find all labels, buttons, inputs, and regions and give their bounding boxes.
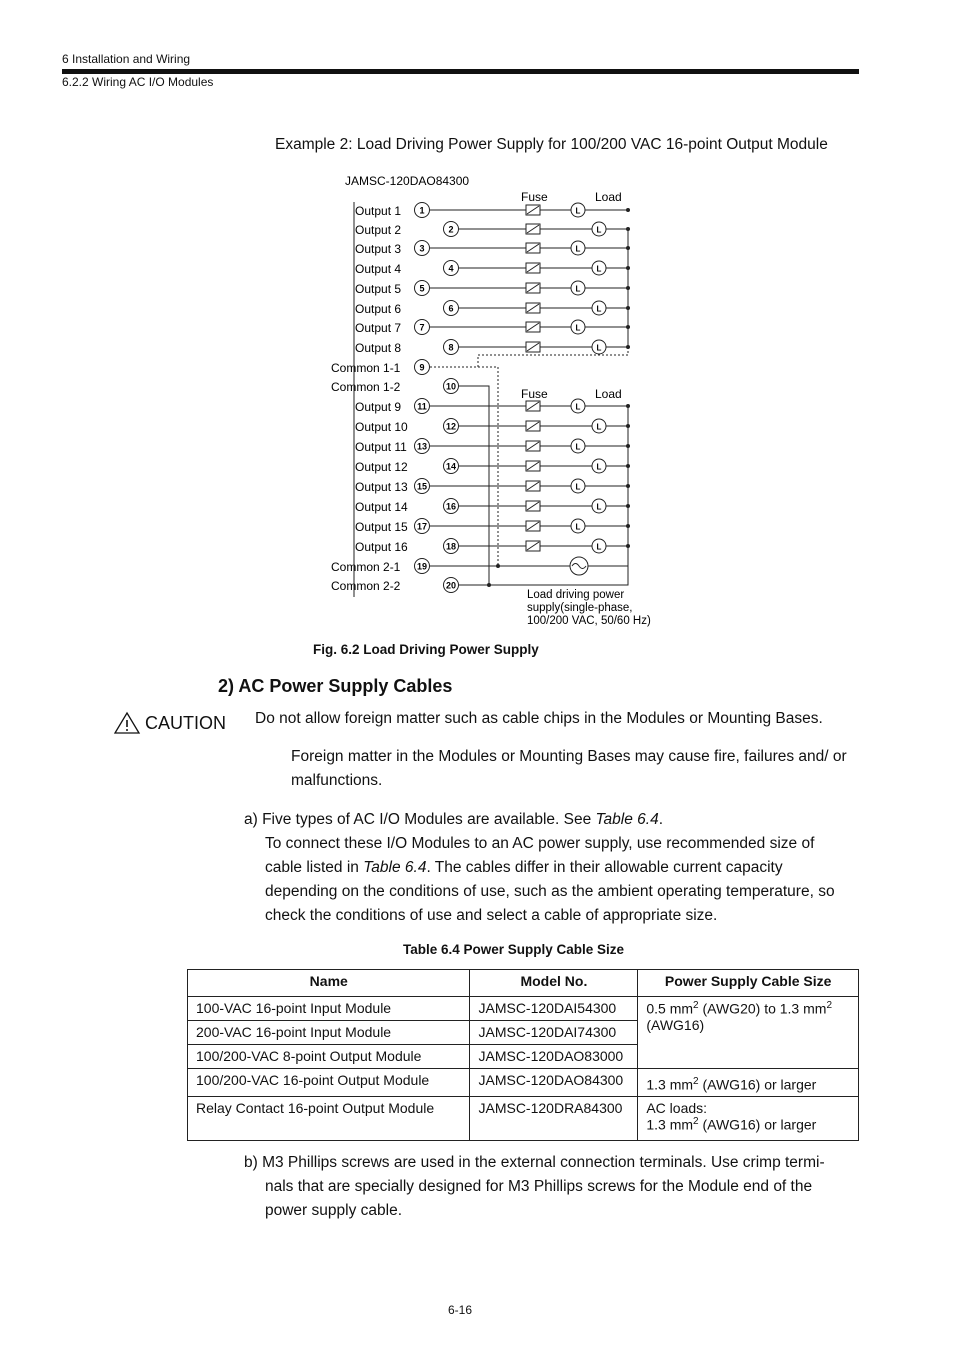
- item-a-p3: depending on the conditions of use, such as the ambient operating temperature, so: [265, 883, 835, 900]
- example-title: Example 2: Load Driving Power Supply for 100/200 VAC 16-point Output Module: [275, 136, 828, 153]
- text: (AWG20) to 1.3 mm: [698, 1000, 827, 1017]
- model-no: JAMSC-120DAI74300: [470, 1021, 638, 1045]
- terminal-label: Output 2: [355, 223, 402, 237]
- fuse-label: Fuse: [521, 190, 548, 204]
- terminal-number: 15: [416, 481, 428, 492]
- item-b-line2: nals that are specially designed for M3 Phillips screws for the Module end of the: [265, 1178, 813, 1195]
- module-name: Relay Contact 16-point Output Module: [188, 1097, 470, 1141]
- module-name: 100/200-VAC 16-point Output Module: [188, 1069, 470, 1097]
- column-header: Power Supply Cable Size: [638, 970, 859, 997]
- terminal-label: Output 1: [355, 204, 402, 218]
- text: 1.3 mm: [646, 1116, 694, 1133]
- terminal-label: Output 7: [355, 321, 402, 335]
- text: a) Five types of AC I/O Modules are available. See: [244, 811, 596, 828]
- cable-size: [638, 1069, 859, 1097]
- model-no: JAMSC-120DAO84300: [470, 1069, 638, 1097]
- terminal-number: 1: [419, 205, 425, 216]
- terminal-label: Output 9: [355, 400, 402, 414]
- terminal-number: 12: [445, 421, 457, 432]
- load-symbol: L: [575, 323, 581, 333]
- text: (AWG16) or larger: [698, 1116, 817, 1133]
- model-no: JAMSC-120DRA84300: [470, 1097, 638, 1141]
- section-heading: 2) AC Power Supply Cables: [218, 676, 453, 696]
- model-no: JAMSC-120DAO83000: [470, 1045, 638, 1069]
- text: 0.5 mm: [646, 1000, 694, 1017]
- terminal-number: 6: [448, 303, 454, 314]
- terminal-label: Output 12: [355, 460, 408, 474]
- caution-word: CAUTION: [145, 712, 226, 733]
- module-name: 100/200-VAC 8-point Output Module: [188, 1045, 470, 1069]
- terminal-label: Output 8: [355, 341, 402, 355]
- load-symbol: L: [596, 422, 602, 432]
- terminal-label: Common 2-2: [331, 579, 401, 593]
- load-symbol: L: [575, 402, 581, 412]
- text: . The cables differ in their allowable current capacity: [426, 859, 783, 876]
- superscript: 2: [693, 1000, 699, 1011]
- terminal-label: Output 13: [355, 480, 408, 494]
- terminal-label: Common 1-1: [331, 361, 401, 375]
- table-row: [188, 1097, 859, 1141]
- table-reference: Table 6.4: [363, 859, 427, 876]
- superscript: 2: [826, 1000, 832, 1011]
- load-symbol: L: [596, 225, 602, 235]
- terminal-number: 2: [448, 224, 454, 235]
- page-number: 6-16: [448, 1303, 473, 1317]
- terminal-label: Common 1-2: [331, 380, 401, 394]
- load-symbol: L: [575, 244, 581, 254]
- item-a-p4: check the conditions of use and select a cable of appropriate size.: [265, 907, 718, 924]
- terminal-label: Output 5: [355, 282, 402, 296]
- terminal-number: 18: [445, 541, 457, 552]
- column-header: Model No.: [470, 970, 638, 997]
- table-reference: Table 6.4: [595, 811, 659, 828]
- item-b-line1: b) M3 Phillips screws are used in the external connection terminals. Use crimp termi-: [244, 1154, 825, 1171]
- model-no: JAMSC-120DAI54300: [470, 997, 638, 1021]
- superscript: 2: [693, 1076, 699, 1088]
- text: cable listed in: [265, 859, 364, 876]
- load-symbol: L: [596, 304, 602, 314]
- terminal-label: Output 6: [355, 302, 402, 316]
- text: 1.3 mm: [646, 1077, 694, 1093]
- terminal-number: 17: [416, 521, 428, 532]
- warning-icon: [113, 711, 141, 735]
- module-name: 200-VAC 16-point Input Module: [188, 1021, 470, 1045]
- terminal-label: Output 14: [355, 500, 408, 514]
- terminal-number: 4: [448, 263, 454, 274]
- cable-size-table: [187, 969, 859, 1141]
- terminal-label: Output 15: [355, 520, 408, 534]
- module-model-label: JAMSC-120DAO84300: [345, 174, 470, 188]
- caution-text: Do not allow foreign matter such as cable chips in the Modules or Mounting Bases.: [255, 710, 823, 727]
- terminal-label: Output 4: [355, 262, 402, 276]
- terminal-number: 14: [445, 461, 457, 472]
- terminal-number: 5: [419, 283, 425, 294]
- load-symbol: L: [575, 284, 581, 294]
- terminal-label: Output 10: [355, 420, 408, 434]
- text: (AWG16): [646, 1016, 705, 1033]
- terminal-number: 16: [445, 501, 457, 512]
- load-symbol: L: [575, 522, 581, 532]
- load-label: Load: [595, 190, 622, 204]
- text: AC loads:: [646, 1100, 708, 1116]
- terminal-label: Output 16: [355, 540, 408, 554]
- load-symbol: L: [596, 462, 602, 472]
- load-symbol: L: [596, 542, 602, 552]
- column-header: Name: [188, 970, 470, 997]
- fuse-label: Fuse: [521, 387, 548, 401]
- load-symbol: L: [596, 502, 602, 512]
- load-label: Load: [595, 387, 622, 401]
- table-row: [188, 1069, 859, 1097]
- cable-size: [638, 997, 859, 1069]
- load-symbol: L: [596, 343, 602, 353]
- terminal-number: 8: [448, 342, 454, 353]
- terminal-number: 3: [419, 243, 425, 254]
- terminal-label: Output 3: [355, 242, 402, 256]
- text: (AWG16) or larger: [698, 1077, 817, 1093]
- power-supply-label: 100/200 VAC, 50/60 Hz): [527, 615, 651, 627]
- wiring-diagram: [0, 0, 954, 640]
- load-symbol: L: [575, 442, 581, 452]
- item-a-p2: [265, 856, 783, 880]
- load-symbol: L: [596, 264, 602, 274]
- item-a-p1: To connect these I/O Modules to an AC power supply, use recommended size of: [265, 835, 815, 852]
- cable-size: [638, 1097, 859, 1141]
- header-section: 6.2.2 Wiring AC I/O Modules: [62, 75, 214, 89]
- superscript: 2: [693, 1116, 699, 1127]
- text: .: [658, 811, 664, 828]
- terminal-number: 7: [419, 322, 425, 333]
- item-b-line3: power supply cable.: [265, 1202, 402, 1219]
- terminal-label: Common 2-1: [331, 560, 401, 574]
- item-a-line1: [244, 808, 663, 832]
- terminal-number: 13: [416, 441, 428, 452]
- power-supply-label: Load driving power: [527, 589, 625, 601]
- terminal-number: 9: [419, 362, 425, 373]
- load-symbol: L: [575, 206, 581, 216]
- terminal-number: 20: [445, 580, 457, 591]
- figure-caption: Fig. 6.2 Load Driving Power Supply: [313, 642, 539, 657]
- table-header-row: [188, 970, 859, 997]
- terminal-number: 19: [416, 561, 428, 572]
- header-chapter: 6 Installation and Wiring: [62, 52, 191, 66]
- caution-label: [113, 711, 226, 735]
- table-caption: Table 6.4 Power Supply Cable Size: [403, 942, 625, 957]
- power-supply-label: supply(single-phase,: [527, 602, 633, 614]
- terminal-label: Output 11: [355, 440, 407, 454]
- load-symbol: L: [575, 482, 581, 492]
- table-row: [188, 997, 859, 1021]
- terminal-number: 11: [417, 401, 427, 412]
- terminal-number: 10: [445, 381, 457, 392]
- module-name: 100-VAC 16-point Input Module: [188, 997, 470, 1021]
- caution-detail: Foreign matter in the Modules or Mounting Bases may cause fire, failures and/ or malfunctions.: [291, 748, 847, 789]
